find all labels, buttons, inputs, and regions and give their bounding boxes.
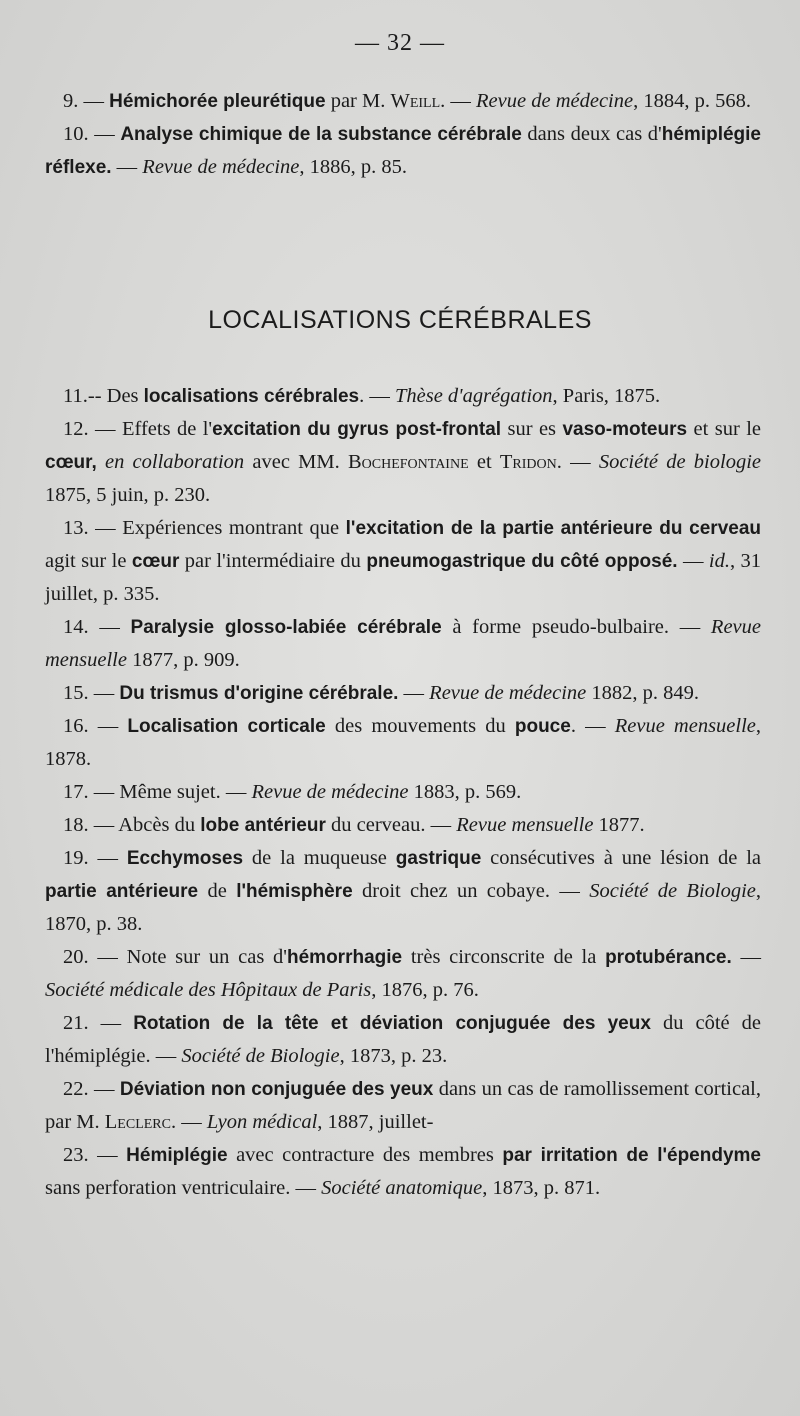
entry-text-segment: par l'intermédiaire du — [179, 550, 367, 572]
section-title: LOCALISATIONS CÉRÉBRALES — [208, 306, 592, 334]
entry-text-segment: , Paris, 1875. — [552, 385, 661, 407]
entry-text-segment: , 1870, p. 38. — [45, 880, 762, 935]
entry-text-segment: Hémiplégie — [126, 1145, 228, 1166]
bibliography-entry — [45, 677, 761, 710]
entry-text-segment: dans deux cas d' — [521, 123, 662, 145]
entry-text-segment: Lyon médical — [206, 1111, 318, 1133]
bibliography-entry — [45, 380, 761, 413]
entry-text-segment: Bochefontaine — [347, 451, 469, 473]
entry-text-segment: partie antérieure — [45, 881, 199, 902]
bibliography-entry — [45, 413, 761, 512]
entry-text-segment: vaso-moteurs — [562, 419, 688, 440]
entry-text-segment: Localisation corticale — [127, 716, 326, 737]
entry-text-segment: . — — [170, 1111, 207, 1133]
entry-text-segment: Tridon — [499, 451, 557, 473]
entry-text-segment: 9. — — [63, 90, 110, 112]
entry-text-segment: 20. — Note sur un cas d' — [63, 946, 287, 968]
entry-text-segment: 16. — — [63, 715, 128, 737]
entry-text-segment: 1883, p. 569. — [408, 781, 522, 803]
page-number: — 32 — — [355, 30, 445, 56]
entry-text-segment: du cerveau. — — [325, 814, 457, 836]
entry-text-segment: . — — [359, 385, 395, 407]
bibliography-entry — [45, 809, 761, 842]
entry-text-segment: Société de Biologie — [589, 880, 756, 902]
entry-text-segment: très circonscrite de la — [402, 946, 606, 968]
entry-text-segment: 1877. — [593, 814, 645, 836]
entry-text-segment: hémorrhagie — [287, 947, 403, 968]
entry-text-segment: — — [677, 550, 709, 572]
entry-text-segment: — — [111, 156, 143, 178]
bibliography-entry — [45, 1073, 761, 1139]
bibliography-entry — [45, 118, 761, 184]
entry-text-segment: Déviation non conjuguée des yeux — [119, 1079, 434, 1100]
entry-text-segment: , 1876, p. 76. — [371, 979, 479, 1001]
bibliography-entry — [45, 512, 761, 611]
entry-text-segment: Analyse chimique de la substance cérébrale — [120, 124, 522, 145]
entry-text-segment: Société de Biologie — [181, 1045, 340, 1067]
entry-text-segment: . — — [570, 715, 615, 737]
entry-text-segment: droit chez un cobaye. — — [352, 880, 590, 902]
entry-text-segment: pneumogastrique du côté opposé. — [366, 551, 678, 572]
entry-text-segment: Weill — [390, 90, 441, 112]
entry-text-segment: — — [731, 946, 762, 968]
entry-text-segment: l'hémisphère — [236, 881, 353, 902]
entry-text-segment: des mouvements du — [325, 715, 515, 737]
entry-text-segment: . — — [440, 90, 477, 112]
entry-text-segment: Société anatomique — [321, 1177, 483, 1199]
entry-text-segment: Paralysie glosso-labiée cérébrale — [130, 617, 442, 638]
entry-text-segment: à forme pseudo-bulbaire. — — [441, 616, 711, 638]
entry-text-segment: cœur — [131, 551, 180, 572]
entry-text-segment: Ecchymoses — [126, 848, 244, 869]
entry-text-segment: , 1886, p. 85. — [299, 156, 407, 178]
entry-text-segment: 23. — — [63, 1144, 127, 1166]
entry-text-segment: 18. — Abcès du — [63, 814, 201, 836]
bibliography-entry — [45, 842, 761, 941]
entry-text-segment: pouce — [514, 716, 571, 737]
entry-text-segment: 11.-- Des — [63, 385, 144, 407]
entry-text-segment: Revue mensuelle — [45, 616, 761, 671]
entry-text-segment: excitation du gyrus post-frontal — [212, 419, 502, 440]
entry-text-segment: 1882, p. 849. — [586, 682, 699, 704]
entry-text-segment: avec MM. — [244, 451, 348, 473]
entry-text-segment: 12. — Effets de l' — [63, 418, 213, 440]
entry-text-segment: cœur, — [45, 452, 97, 473]
entry-text-segment: agit sur le — [45, 550, 132, 572]
entry-text-segment: localisations cérébrales — [143, 386, 360, 407]
entry-text-segment: 1875, 5 juin, p. 230. — [45, 484, 211, 506]
entry-text-segment: Société de biologie — [598, 451, 761, 473]
entry-text-segment: consécutives à une lésion de la — [481, 847, 762, 869]
entry-text-segment: — — [398, 682, 430, 704]
entry-text-segment: l'excitation de la partie antérieure du cerveau — [345, 518, 762, 539]
entry-text-segment: 15. — — [63, 682, 120, 704]
entry-text-segment: , 1873, p. 871. — [482, 1177, 601, 1199]
bibliography-entry — [45, 941, 761, 1007]
entry-text-segment: , 1878. — [45, 715, 762, 770]
entry-text-segment: Revue de médecine — [476, 90, 634, 112]
entry-text-segment: Thèse d'agrégation — [394, 385, 553, 407]
entry-text-segment: gastrique — [395, 848, 482, 869]
entry-text-segment: par irritation de l'épendyme — [502, 1145, 761, 1166]
bibliography-entry — [45, 85, 761, 118]
entry-text-segment: Revue mensuelle — [614, 715, 756, 737]
bibliography-entry — [45, 710, 761, 776]
entry-text-segment: de — [198, 880, 237, 902]
entry-text-segment: avec contracture des membres — [227, 1144, 503, 1166]
entry-text-segment: 21. — — [63, 1012, 134, 1034]
entry-text-segment: 17. — Même sujet. — — [63, 781, 252, 803]
entry-text-segment: sur es — [501, 418, 563, 440]
entry-text-segment: par M. — [325, 90, 391, 112]
entry-text-segment: 13. — Expériences montrant que — [63, 517, 346, 539]
entry-text-segment: et — [468, 451, 500, 473]
entry-text-segment: 10. — — [63, 123, 121, 145]
entry-text-segment: Du trismus d'origine cérébrale. — [119, 683, 399, 704]
entry-text-segment: du côté de l'hémiplégie. — — [45, 1012, 761, 1067]
entry-text-segment: Revue de médecine — [429, 682, 587, 704]
bibliography-entry — [45, 1007, 761, 1073]
entry-text-segment: 19. — — [63, 847, 127, 869]
entry-text-segment: lobe antérieur — [200, 815, 326, 836]
entry-text-segment: protubérance. — [605, 947, 732, 968]
entries-top — [45, 85, 761, 184]
entry-text-segment: , 1873, p. 23. — [339, 1045, 448, 1067]
entry-text-segment: , 1887, juillet- — [317, 1111, 434, 1133]
entry-text-segment: Leclerc — [104, 1111, 171, 1133]
entry-text-segment: Revue de médecine — [251, 781, 409, 803]
entry-text-segment: en collaboration — [104, 451, 245, 473]
entry-text-segment: 14. — — [63, 616, 131, 638]
entry-text-segment: Revue de médecine — [142, 156, 300, 178]
entry-text-segment: Rotation de la tête et déviation conjuguée des yeux — [133, 1013, 651, 1034]
bibliography-entry — [45, 1139, 761, 1205]
entry-text-segment: . — — [556, 451, 599, 473]
entry-text-segment: 1877, p. 909. — [126, 649, 240, 671]
entry-text-segment: id. — [708, 550, 730, 572]
bibliography-entry — [45, 776, 761, 809]
entry-text-segment: Société médicale des Hôpitaux de Paris — [45, 979, 372, 1001]
bibliography-entry — [45, 611, 761, 677]
entry-text-segment: 22. — — [63, 1078, 120, 1100]
entries-main — [45, 380, 761, 1205]
entry-text-segment: hémiplégie réflexe. — [45, 124, 761, 178]
entry-text-segment: Hémichorée pleurétique — [109, 91, 326, 112]
entry-text-segment: , 1884, p. 568. — [633, 90, 751, 112]
entry-text-segment: et sur le — [687, 418, 761, 440]
entry-text-segment: de la muqueuse — [243, 847, 396, 869]
entry-text-segment — [97, 451, 105, 473]
entry-text-segment: dans un cas de ramollissement cortical, par M. — [45, 1078, 761, 1133]
entry-text-segment: sans perforation ventriculaire. — — [45, 1177, 322, 1199]
entry-text-segment: Revue mensuelle — [456, 814, 594, 836]
entry-text-segment: , 31 juillet, p. 335. — [45, 550, 762, 605]
